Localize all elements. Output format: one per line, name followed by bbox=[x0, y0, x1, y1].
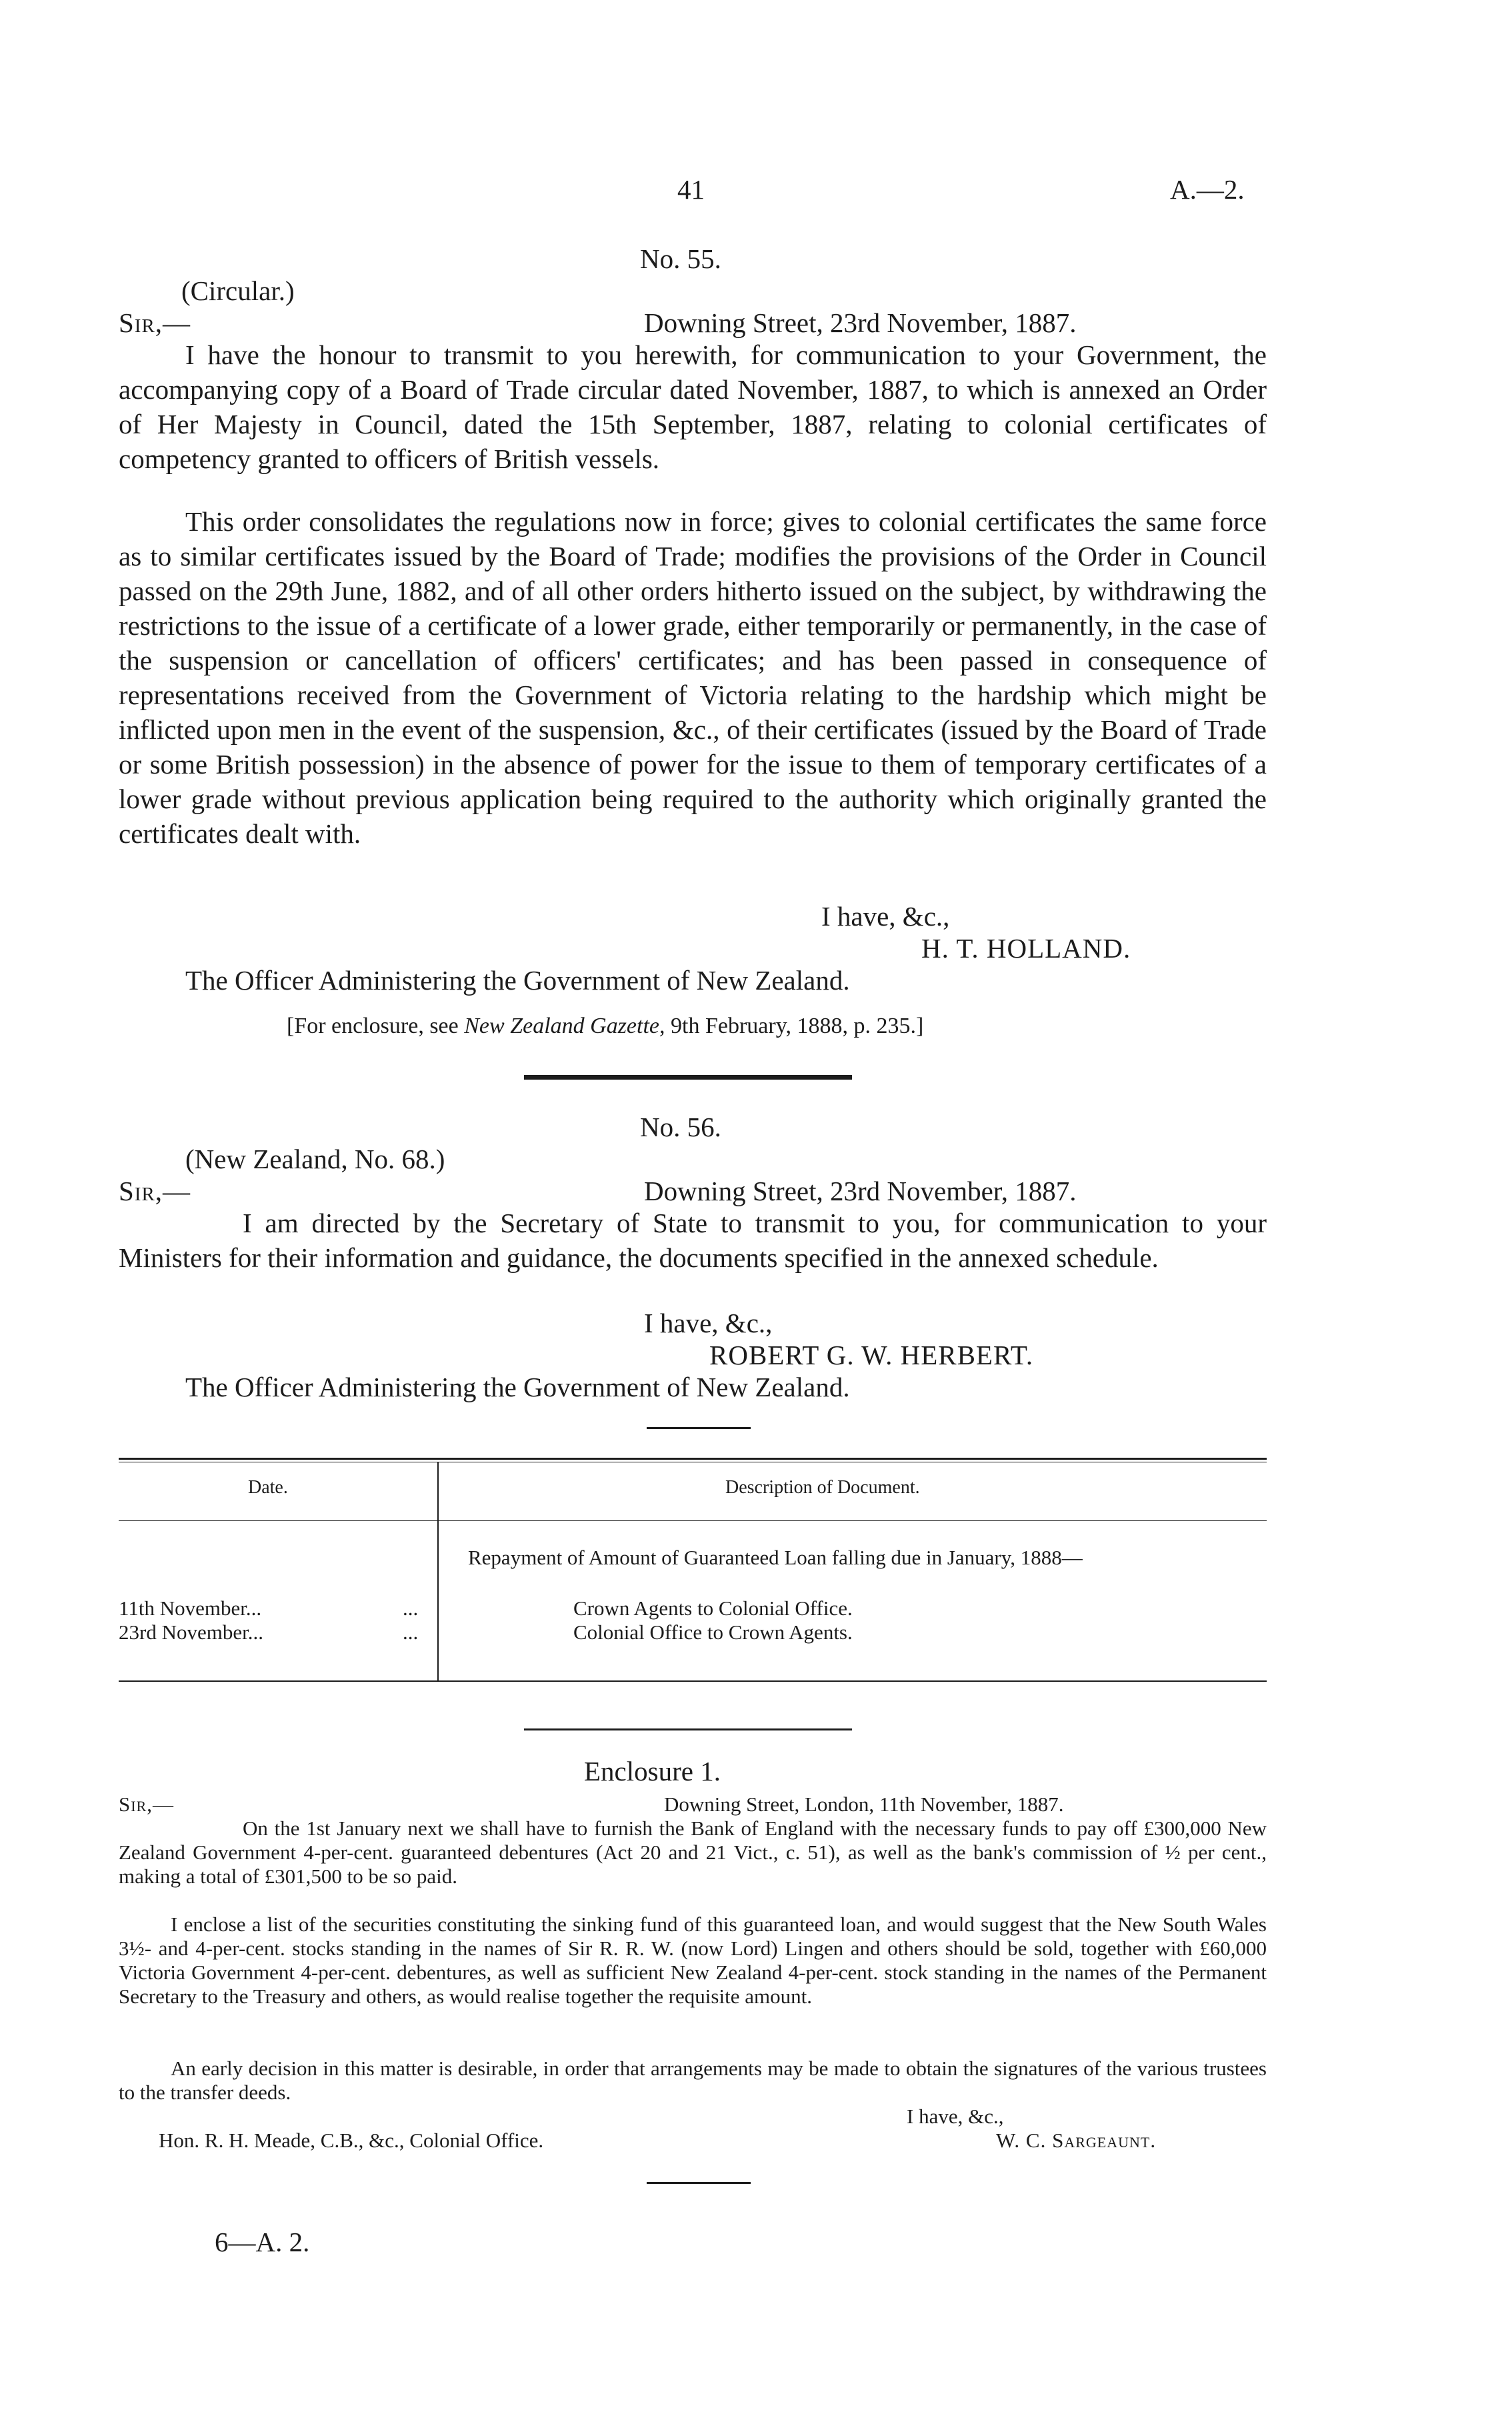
letter-label: (New Zealand, No. 68.) bbox=[185, 1144, 445, 1174]
signature: ROBERT G. W. HERBERT. bbox=[709, 1340, 1034, 1370]
printer-signature-mark: 6—A. 2. bbox=[215, 2227, 310, 2257]
row-description: Crown Agents to Colonial Office. bbox=[573, 1596, 853, 1620]
addressee: The Officer Administering the Government of New Zealand. bbox=[185, 1372, 850, 1402]
row-description: Colonial Office to Crown Agents. bbox=[573, 1620, 853, 1644]
section-divider bbox=[524, 1728, 852, 1730]
addressee: Hon. R. H. Meade, C.B., &c., Colonial Office. bbox=[159, 2129, 544, 2152]
paragraph: I have the honour to transmit to you herewith, for communication to your Government, the accompanying copy of a Board of Trade circular dated November, 1887, to which is annexed an Order of Her Majesty in Council, dated the 15th September, 1887, relating to colonial certificates of competency granted to officers of British vessels. bbox=[119, 339, 1267, 474]
table-bottom-rule bbox=[119, 1680, 1267, 1682]
paragraph: On the 1st January next we shall have to furnish the Bank of England with the necessary funds to pay off £300,000 New Zealand Government 4-per-cent. guaranteed debentures (Act 20 and 21 Vict., c. 51), as well as the bank's commission of ½ per cent., making a total of £301,500 to be so paid. bbox=[119, 1817, 1267, 1888]
paragraph: I am directed by the Secretary of State to transmit to you, for communication to your Ministers for their information and guidance, the documents specified in the annexed schedule. bbox=[119, 1208, 1267, 1273]
dateline: Downing Street, 23rd November, 1887. bbox=[644, 1176, 1077, 1206]
table-row bbox=[119, 1620, 263, 1644]
addressee: The Officer Administering the Government of New Zealand. bbox=[185, 965, 850, 996]
short-divider bbox=[647, 1427, 751, 1429]
closing: I have, &c., bbox=[644, 1308, 773, 1338]
short-divider bbox=[647, 2182, 751, 2184]
signature: W. C. Sargeaunt. bbox=[996, 2129, 1157, 2152]
row-dots: ... bbox=[403, 1596, 419, 1620]
table-row bbox=[119, 1596, 261, 1620]
dateline: Downing Street, London, 11th November, 1887. bbox=[664, 1792, 1064, 1816]
paragraph: An early decision in this matter is desirable, in order that arrangements may be made to obtain the signatures of the various trustees to the transfer deeds. bbox=[119, 2057, 1267, 2104]
column-header-description: Description of Document. bbox=[725, 1477, 920, 1498]
enclosure-note: [For enclosure, see New Zealand Gazette, 9th February, 1888, p. 235.] bbox=[287, 1014, 924, 1038]
closing: I have, &c., bbox=[821, 901, 950, 932]
enclosure-title: Enclosure 1. bbox=[584, 1756, 721, 1786]
letter-number: No. 55. bbox=[640, 243, 721, 274]
signature: H. T. HOLLAND. bbox=[921, 933, 1131, 964]
table-column-divider bbox=[437, 1462, 439, 1682]
document-reference: A.—2. bbox=[1170, 174, 1245, 205]
letter-label: (Circular.) bbox=[181, 275, 295, 306]
letter-number: No. 56. bbox=[640, 1112, 721, 1142]
column-header-date: Date. bbox=[248, 1477, 288, 1498]
row-date: 11th November... bbox=[119, 1596, 262, 1620]
section-divider bbox=[524, 1075, 852, 1080]
salutation: Sir,— bbox=[119, 1176, 191, 1206]
closing: I have, &c., bbox=[907, 2105, 1004, 2128]
row-dots: ... bbox=[403, 1620, 419, 1644]
paragraph: I enclose a list of the securities constituting the sinking fund of this guaranteed loan, and would suggest that the New South Wales 3½- and 4-per-cent. stocks standing in the names of Sir R. R. W. (now Lord) Lingen and others should be sold, together with £60,000 Victoria Government 4-per-cent. debentures, as well as sufficient New Zealand 4-per-cent. stock standing in the names of the Permanent Secretary to the Treasury and others, as would realise together the requisite amount. bbox=[119, 1913, 1267, 2008]
row-date: 23rd November... bbox=[119, 1620, 263, 1644]
table-top-rule bbox=[119, 1458, 1267, 1460]
salutation: Sir,— bbox=[119, 1792, 174, 1816]
page-number: 41 bbox=[677, 174, 705, 205]
dateline: Downing Street, 23rd November, 1887. bbox=[644, 307, 1077, 338]
schedule-heading: Repayment of Amount of Guaranteed Loan falling due in January, 1888— bbox=[468, 1546, 1083, 1569]
paragraph: This order consolidates the regulations now in force; gives to colonial certificates the same force as to similar certificates issued by the Board of Trade; modifies the provisions of the Order in Council passed on the 29th June, 1882, and of all other orders hitherto issued on the subject, by withdrawing the restrictions to the issue of a certificate of a lower grade, either temporarily or permanently, in the case of the suspension or cancellation of officers' certificates; and has been passed in consequence of representations received from the Government of Victoria relating to the hardship which might be inflicted upon men in the event of the suspension, &c., of their certificates (issued by the Board of Trade or some British possession) in the absence of power for the issue to them of temporary certificates of a lower grade without previous application being required to the authority which originally granted the certificates dealt with. bbox=[119, 506, 1267, 849]
salutation: Sir,— bbox=[119, 307, 191, 338]
table-header-rule bbox=[119, 1520, 1267, 1521]
